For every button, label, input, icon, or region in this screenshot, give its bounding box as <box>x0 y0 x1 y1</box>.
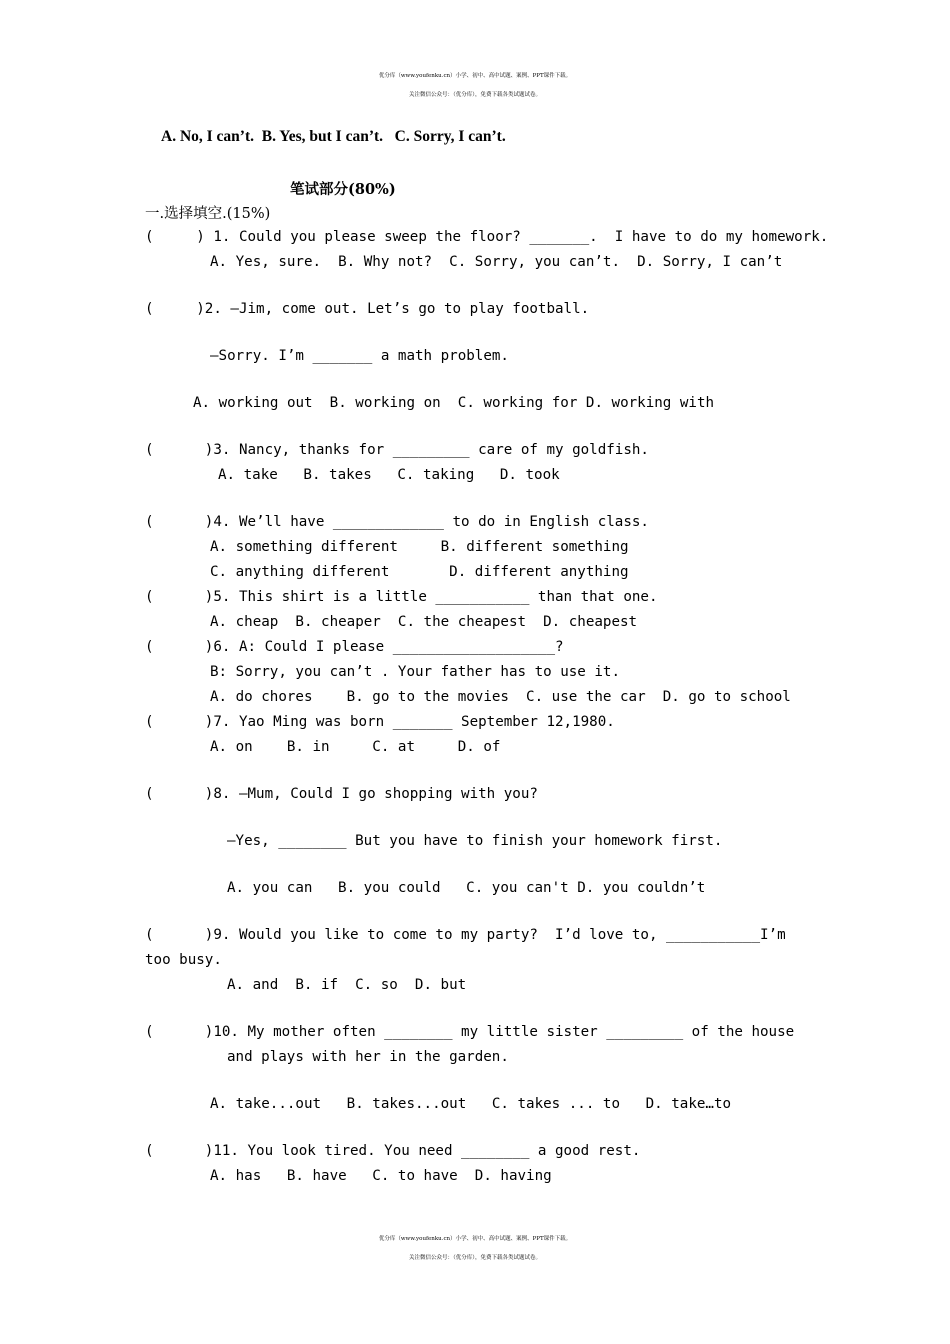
question-2-reply: —Sorry. I’m _______ a math problem. <box>210 348 509 364</box>
question-2-stem: ( )2. —Jim, come out. Let’s go to play football. <box>145 301 590 317</box>
question-10-options: A. take...out B. takes...out C. takes ... to D. take…to <box>210 1096 732 1112</box>
question-6-stem: ( )6. A: Could I please ___________________? <box>145 639 564 655</box>
question-9-stem-continued: too busy. <box>145 952 222 968</box>
question-5-stem: ( )5. This shirt is a little ___________ than that one. <box>145 589 658 605</box>
question-9-stem: ( )9. Would you like to come to my party? I’d love to, ___________I’m <box>145 927 786 943</box>
section-title: 笔试部分(80%) <box>290 181 396 198</box>
question-4-options-row-1: A. something different B. different something <box>210 539 629 555</box>
question-4-stem: ( )4. We’ll have _____________ to do in English class. <box>145 514 649 530</box>
question-1-options: A. Yes, sure. B. Why not? C. Sorry, you can’t. D. Sorry, I can’t <box>210 254 783 270</box>
question-1-stem: ( ) 1. Could you please sweep the floor? _______. I have to do my homework. <box>145 229 829 245</box>
question-3-options: A. take B. takes C. taking D. took <box>218 467 560 483</box>
question-8-options: A. you can B. you could C. you can't D. you couldn’t <box>227 880 706 896</box>
question-4-options-row-2: C. anything different D. different anything <box>210 564 629 580</box>
question-5-options: A. cheap B. cheaper C. the cheapest D. cheapest <box>210 614 638 630</box>
question-11-stem: ( )11. You look tired. You need ________ a good rest. <box>145 1143 641 1159</box>
question-8-stem: ( )8. —Mum, Could I go shopping with you? <box>145 786 538 802</box>
question-10-stem: ( )10. My mother often ________ my little sister _________ of the house <box>145 1024 795 1040</box>
header-line-1: 优分库（www.youfenku.cn）小学、初中、高中试题、案例、PPT课件下载。 <box>378 73 572 79</box>
question-3-stem: ( )3. Nancy, thanks for _________ care of my goldfish. <box>145 442 649 458</box>
question-7-options: A. on B. in C. at D. of <box>210 739 501 755</box>
question-7-stem: ( )7. Yao Ming was born _______ September 12,1980. <box>145 714 615 730</box>
part-title: 一.选择填空.(15%) <box>145 206 271 222</box>
question-9-options: A. and B. if C. so D. but <box>227 977 467 993</box>
question-8-reply: —Yes, ________ But you have to finish your homework first. <box>227 833 723 849</box>
question-6-options: A. do chores B. go to the movies C. use the car D. go to school <box>210 689 791 705</box>
listening-answer-options: A. No, I can’t. B. Yes, but I can’t. C. Sorry, I can’t. <box>161 128 506 145</box>
footer-line-2: 关注微信公众号：（优分库），免费下载各类试题试卷。 <box>408 1255 541 1261</box>
question-2-options: A. working out B. working on C. working for D. working with <box>193 395 715 411</box>
header-line-2: 关注微信公众号：（优分库），免费下载各类试题试卷。 <box>408 92 541 98</box>
question-11-options: A. has B. have C. to have D. having <box>210 1168 552 1184</box>
question-10-stem-continued: and plays with her in the garden. <box>227 1049 509 1065</box>
footer-line-1: 优分库（www.youfenku.cn）小学、初中、高中试题、案例、PPT课件下载。 <box>378 1236 572 1242</box>
question-6-reply: B: Sorry, you can’t . Your father has to use it. <box>210 664 620 680</box>
